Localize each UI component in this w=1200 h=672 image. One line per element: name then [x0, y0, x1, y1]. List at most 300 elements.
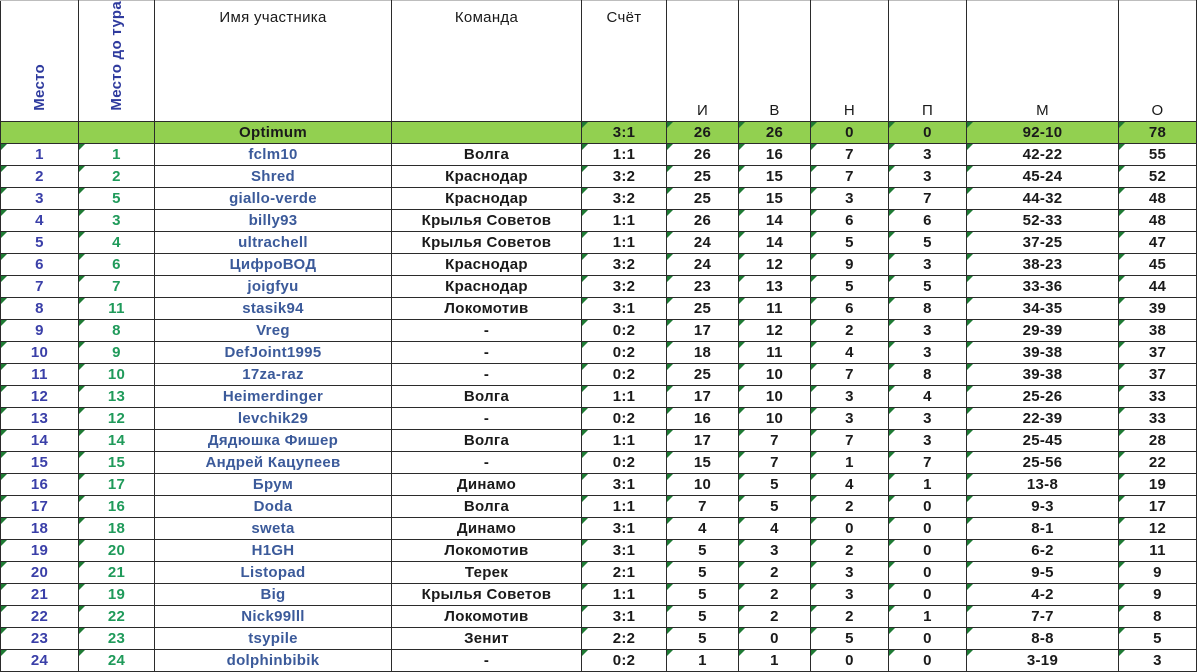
- cell-games: 23: [667, 275, 739, 297]
- cell-wins: 13: [739, 275, 811, 297]
- cell-place: 6: [1, 253, 79, 275]
- cell-wins: 14: [739, 209, 811, 231]
- cell-prev-place: 21: [79, 561, 155, 583]
- cell-losses: 0: [889, 649, 967, 671]
- summary-games: 26: [667, 121, 739, 143]
- cell-prev-place: 6: [79, 253, 155, 275]
- cell-points: 28: [1119, 429, 1197, 451]
- table-row: [1, 451, 1197, 473]
- header-name: Имя участника: [155, 1, 392, 122]
- table-row: [1, 231, 1197, 253]
- table-row: [1, 319, 1197, 341]
- cell-points: 39: [1119, 297, 1197, 319]
- cell-goals: 34-35: [967, 297, 1119, 319]
- table-row: [1, 561, 1197, 583]
- cell-name: stasik94: [155, 297, 392, 319]
- cell-prev-place: 17: [79, 473, 155, 495]
- cell-place: 15: [1, 451, 79, 473]
- cell-draws: 7: [811, 165, 889, 187]
- cell-losses: 0: [889, 539, 967, 561]
- cell-score: 3:2: [582, 253, 667, 275]
- cell-goals: 37-25: [967, 231, 1119, 253]
- summary-wins: 26: [739, 121, 811, 143]
- header-prev-place-label: Место до тура: [108, 1, 125, 111]
- cell-team: Локомотив: [392, 605, 582, 627]
- cell-games: 25: [667, 363, 739, 385]
- cell-games: 17: [667, 429, 739, 451]
- cell-draws: 7: [811, 143, 889, 165]
- cell-points: 3: [1119, 649, 1197, 671]
- cell-place: 17: [1, 495, 79, 517]
- cell-score: 0:2: [582, 649, 667, 671]
- cell-name: ЦифроВОД: [155, 253, 392, 275]
- cell-score: 1:1: [582, 231, 667, 253]
- cell-team: Краснодар: [392, 187, 582, 209]
- table-row: [1, 605, 1197, 627]
- cell-losses: 3: [889, 143, 967, 165]
- cell-team: Крылья Советов: [392, 583, 582, 605]
- cell-draws: 0: [811, 517, 889, 539]
- cell-prev-place: 2: [79, 165, 155, 187]
- cell-points: 55: [1119, 143, 1197, 165]
- cell-goals: 42-22: [967, 143, 1119, 165]
- cell-score: 1:1: [582, 385, 667, 407]
- cell-goals: 25-45: [967, 429, 1119, 451]
- cell-team: -: [392, 319, 582, 341]
- cell-games: 25: [667, 297, 739, 319]
- cell-team: -: [392, 649, 582, 671]
- cell-wins: 0: [739, 627, 811, 649]
- summary-draws: 0: [811, 121, 889, 143]
- header-draws: Н: [811, 1, 889, 122]
- cell-losses: 0: [889, 627, 967, 649]
- table-row: [1, 363, 1197, 385]
- header-place: [1, 1, 79, 122]
- cell-name: H1GH: [155, 539, 392, 561]
- cell-prev-place: 18: [79, 517, 155, 539]
- cell-score: 3:2: [582, 165, 667, 187]
- cell-place: 14: [1, 429, 79, 451]
- cell-draws: 5: [811, 275, 889, 297]
- cell-prev-place: 8: [79, 319, 155, 341]
- cell-name: giallo-verde: [155, 187, 392, 209]
- cell-prev-place: 20: [79, 539, 155, 561]
- cell-points: 33: [1119, 385, 1197, 407]
- cell-score: 0:2: [582, 319, 667, 341]
- cell-losses: 3: [889, 319, 967, 341]
- cell-prev-place: 13: [79, 385, 155, 407]
- cell-games: 18: [667, 341, 739, 363]
- summary-row: [1, 121, 1197, 143]
- cell-score: 3:1: [582, 517, 667, 539]
- cell-wins: 4: [739, 517, 811, 539]
- cell-draws: 2: [811, 539, 889, 561]
- cell-points: 52: [1119, 165, 1197, 187]
- cell-draws: 4: [811, 341, 889, 363]
- cell-name: DefJoint1995: [155, 341, 392, 363]
- cell-goals: 39-38: [967, 341, 1119, 363]
- cell-draws: 3: [811, 187, 889, 209]
- cell-prev-place: 11: [79, 297, 155, 319]
- cell-losses: 3: [889, 407, 967, 429]
- cell-points: 37: [1119, 341, 1197, 363]
- cell-wins: 10: [739, 385, 811, 407]
- cell-wins: 2: [739, 583, 811, 605]
- cell-team: Волга: [392, 385, 582, 407]
- cell-goals: 8-8: [967, 627, 1119, 649]
- cell-team: Волга: [392, 495, 582, 517]
- cell-name: 17za-raz: [155, 363, 392, 385]
- cell-losses: 3: [889, 429, 967, 451]
- cell-games: 4: [667, 517, 739, 539]
- cell-draws: 4: [811, 473, 889, 495]
- cell-points: 48: [1119, 187, 1197, 209]
- cell-points: 9: [1119, 583, 1197, 605]
- cell-draws: 9: [811, 253, 889, 275]
- summary-goals: 92-10: [967, 121, 1119, 143]
- cell-team: -: [392, 363, 582, 385]
- summary-score: 3:1: [582, 121, 667, 143]
- cell-losses: 0: [889, 561, 967, 583]
- cell-team: Краснодар: [392, 253, 582, 275]
- cell-losses: 7: [889, 451, 967, 473]
- cell-prev-place: 3: [79, 209, 155, 231]
- cell-losses: 3: [889, 165, 967, 187]
- cell-points: 37: [1119, 363, 1197, 385]
- cell-score: 3:2: [582, 275, 667, 297]
- table-row: [1, 649, 1197, 671]
- cell-draws: 6: [811, 297, 889, 319]
- cell-wins: 2: [739, 561, 811, 583]
- cell-score: 3:1: [582, 605, 667, 627]
- cell-games: 26: [667, 143, 739, 165]
- cell-goals: 25-56: [967, 451, 1119, 473]
- cell-place: 16: [1, 473, 79, 495]
- cell-points: 11: [1119, 539, 1197, 561]
- cell-goals: 52-33: [967, 209, 1119, 231]
- cell-games: 5: [667, 583, 739, 605]
- cell-score: 3:1: [582, 539, 667, 561]
- cell-wins: 12: [739, 253, 811, 275]
- cell-name: Брум: [155, 473, 392, 495]
- cell-prev-place: 9: [79, 341, 155, 363]
- cell-team: -: [392, 341, 582, 363]
- table-row: [1, 407, 1197, 429]
- cell-score: 1:1: [582, 495, 667, 517]
- cell-games: 24: [667, 253, 739, 275]
- cell-place: 23: [1, 627, 79, 649]
- cell-wins: 1: [739, 649, 811, 671]
- cell-name: dolphinbibik: [155, 649, 392, 671]
- cell-losses: 1: [889, 473, 967, 495]
- cell-losses: 7: [889, 187, 967, 209]
- cell-losses: 8: [889, 297, 967, 319]
- cell-team: Зенит: [392, 627, 582, 649]
- table-row: [1, 385, 1197, 407]
- cell-score: 3:1: [582, 473, 667, 495]
- cell-score: 2:1: [582, 561, 667, 583]
- cell-games: 25: [667, 187, 739, 209]
- cell-team: -: [392, 407, 582, 429]
- cell-games: 10: [667, 473, 739, 495]
- cell-name: Дядюшка Фишер: [155, 429, 392, 451]
- cell-wins: 12: [739, 319, 811, 341]
- table-row: [1, 187, 1197, 209]
- cell-games: 25: [667, 165, 739, 187]
- cell-games: 7: [667, 495, 739, 517]
- cell-draws: 5: [811, 627, 889, 649]
- cell-goals: 9-3: [967, 495, 1119, 517]
- cell-draws: 0: [811, 649, 889, 671]
- table-row: [1, 495, 1197, 517]
- cell-prev-place: 19: [79, 583, 155, 605]
- table-row: [1, 253, 1197, 275]
- cell-name: fclm10: [155, 143, 392, 165]
- cell-score: 2:2: [582, 627, 667, 649]
- cell-team: Крылья Советов: [392, 209, 582, 231]
- cell-place: 5: [1, 231, 79, 253]
- cell-goals: 33-36: [967, 275, 1119, 297]
- cell-prev-place: 10: [79, 363, 155, 385]
- table-row: [1, 429, 1197, 451]
- cell-score: 0:2: [582, 363, 667, 385]
- cell-points: 22: [1119, 451, 1197, 473]
- cell-draws: 1: [811, 451, 889, 473]
- header-row: [1, 1, 1197, 122]
- cell-prev-place: 4: [79, 231, 155, 253]
- cell-name: Shred: [155, 165, 392, 187]
- cell-games: 5: [667, 561, 739, 583]
- cell-draws: 3: [811, 583, 889, 605]
- table-row: [1, 539, 1197, 561]
- cell-place: 7: [1, 275, 79, 297]
- cell-wins: 2: [739, 605, 811, 627]
- header-team: Команда: [392, 1, 582, 122]
- header-prev-place: [79, 1, 155, 122]
- cell-points: 12: [1119, 517, 1197, 539]
- cell-prev-place: 1: [79, 143, 155, 165]
- table-row: [1, 165, 1197, 187]
- cell-points: 19: [1119, 473, 1197, 495]
- cell-place: 10: [1, 341, 79, 363]
- header-games: И: [667, 1, 739, 122]
- cell-points: 33: [1119, 407, 1197, 429]
- cell-team: -: [392, 451, 582, 473]
- table-row: [1, 473, 1197, 495]
- cell-goals: 25-26: [967, 385, 1119, 407]
- cell-prev-place: 5: [79, 187, 155, 209]
- summary-name: Optimum: [155, 121, 392, 143]
- cell-prev-place: 23: [79, 627, 155, 649]
- cell-wins: 15: [739, 165, 811, 187]
- cell-wins: 5: [739, 473, 811, 495]
- cell-losses: 1: [889, 605, 967, 627]
- cell-points: 38: [1119, 319, 1197, 341]
- cell-team: Краснодар: [392, 165, 582, 187]
- cell-losses: 8: [889, 363, 967, 385]
- table-row: [1, 297, 1197, 319]
- summary-place: [1, 121, 79, 143]
- cell-place: 19: [1, 539, 79, 561]
- cell-name: Doda: [155, 495, 392, 517]
- table-row: [1, 275, 1197, 297]
- cell-place: 22: [1, 605, 79, 627]
- cell-games: 16: [667, 407, 739, 429]
- cell-prev-place: 16: [79, 495, 155, 517]
- cell-score: 1:1: [582, 429, 667, 451]
- cell-wins: 10: [739, 363, 811, 385]
- cell-losses: 5: [889, 231, 967, 253]
- table-row: [1, 341, 1197, 363]
- cell-team: Крылья Советов: [392, 231, 582, 253]
- cell-goals: 3-19: [967, 649, 1119, 671]
- cell-team: Локомотив: [392, 539, 582, 561]
- cell-score: 1:1: [582, 583, 667, 605]
- cell-wins: 16: [739, 143, 811, 165]
- cell-name: ultrachell: [155, 231, 392, 253]
- summary-losses: 0: [889, 121, 967, 143]
- cell-losses: 3: [889, 253, 967, 275]
- cell-name: billy93: [155, 209, 392, 231]
- cell-score: 1:1: [582, 209, 667, 231]
- cell-goals: 4-2: [967, 583, 1119, 605]
- cell-name: joigfyu: [155, 275, 392, 297]
- cell-place: 8: [1, 297, 79, 319]
- cell-losses: 4: [889, 385, 967, 407]
- table-row: [1, 583, 1197, 605]
- cell-draws: 3: [811, 385, 889, 407]
- cell-place: 18: [1, 517, 79, 539]
- cell-draws: 2: [811, 495, 889, 517]
- cell-points: 47: [1119, 231, 1197, 253]
- cell-team: Краснодар: [392, 275, 582, 297]
- header-points: О: [1119, 1, 1197, 122]
- cell-draws: 3: [811, 561, 889, 583]
- cell-team: Терек: [392, 561, 582, 583]
- cell-draws: 5: [811, 231, 889, 253]
- cell-name: Андрей Кацупеев: [155, 451, 392, 473]
- cell-points: 8: [1119, 605, 1197, 627]
- cell-name: sweta: [155, 517, 392, 539]
- cell-games: 5: [667, 627, 739, 649]
- cell-goals: 13-8: [967, 473, 1119, 495]
- cell-name: Heimerdinger: [155, 385, 392, 407]
- cell-games: 17: [667, 319, 739, 341]
- cell-place: 20: [1, 561, 79, 583]
- cell-games: 24: [667, 231, 739, 253]
- cell-goals: 38-23: [967, 253, 1119, 275]
- cell-team: Волга: [392, 429, 582, 451]
- cell-points: 5: [1119, 627, 1197, 649]
- cell-games: 17: [667, 385, 739, 407]
- cell-prev-place: 7: [79, 275, 155, 297]
- cell-points: 17: [1119, 495, 1197, 517]
- cell-losses: 6: [889, 209, 967, 231]
- cell-goals: 45-24: [967, 165, 1119, 187]
- cell-games: 5: [667, 605, 739, 627]
- cell-wins: 7: [739, 451, 811, 473]
- cell-place: 9: [1, 319, 79, 341]
- header-score: Счёт: [582, 1, 667, 122]
- cell-goals: 6-2: [967, 539, 1119, 561]
- header-place-label: Место: [31, 63, 48, 111]
- cell-points: 48: [1119, 209, 1197, 231]
- cell-games: 1: [667, 649, 739, 671]
- cell-wins: 5: [739, 495, 811, 517]
- cell-name: Vreg: [155, 319, 392, 341]
- cell-games: 26: [667, 209, 739, 231]
- cell-name: Big: [155, 583, 392, 605]
- cell-wins: 11: [739, 297, 811, 319]
- cell-wins: 14: [739, 231, 811, 253]
- cell-place: 24: [1, 649, 79, 671]
- cell-losses: 5: [889, 275, 967, 297]
- cell-score: 3:2: [582, 187, 667, 209]
- cell-draws: 6: [811, 209, 889, 231]
- cell-place: 12: [1, 385, 79, 407]
- cell-draws: 2: [811, 319, 889, 341]
- table-row: [1, 143, 1197, 165]
- cell-team: Динамо: [392, 473, 582, 495]
- cell-wins: 10: [739, 407, 811, 429]
- header-losses: П: [889, 1, 967, 122]
- cell-score: 1:1: [582, 143, 667, 165]
- cell-place: 3: [1, 187, 79, 209]
- cell-goals: 9-5: [967, 561, 1119, 583]
- cell-team: Локомотив: [392, 297, 582, 319]
- cell-wins: 15: [739, 187, 811, 209]
- header-wins: В: [739, 1, 811, 122]
- cell-score: 3:1: [582, 297, 667, 319]
- cell-losses: 0: [889, 583, 967, 605]
- cell-place: 21: [1, 583, 79, 605]
- cell-goals: 44-32: [967, 187, 1119, 209]
- cell-draws: 7: [811, 363, 889, 385]
- cell-goals: 22-39: [967, 407, 1119, 429]
- cell-draws: 7: [811, 429, 889, 451]
- summary-points: 78: [1119, 121, 1197, 143]
- cell-wins: 11: [739, 341, 811, 363]
- cell-team: Динамо: [392, 517, 582, 539]
- cell-points: 9: [1119, 561, 1197, 583]
- cell-name: levchik29: [155, 407, 392, 429]
- cell-place: 1: [1, 143, 79, 165]
- cell-prev-place: 22: [79, 605, 155, 627]
- cell-name: Listopad: [155, 561, 392, 583]
- cell-wins: 7: [739, 429, 811, 451]
- summary-team: [392, 121, 582, 143]
- cell-goals: 39-38: [967, 363, 1119, 385]
- cell-name: tsypile: [155, 627, 392, 649]
- cell-prev-place: 24: [79, 649, 155, 671]
- cell-wins: 3: [739, 539, 811, 561]
- cell-place: 4: [1, 209, 79, 231]
- cell-name: Nick99lll: [155, 605, 392, 627]
- cell-prev-place: 15: [79, 451, 155, 473]
- cell-prev-place: 12: [79, 407, 155, 429]
- cell-place: 11: [1, 363, 79, 385]
- cell-points: 44: [1119, 275, 1197, 297]
- cell-score: 0:2: [582, 341, 667, 363]
- cell-losses: 0: [889, 517, 967, 539]
- cell-score: 0:2: [582, 407, 667, 429]
- cell-games: 5: [667, 539, 739, 561]
- cell-goals: 7-7: [967, 605, 1119, 627]
- summary-prev: [79, 121, 155, 143]
- cell-losses: 3: [889, 341, 967, 363]
- cell-draws: 3: [811, 407, 889, 429]
- cell-team: Волга: [392, 143, 582, 165]
